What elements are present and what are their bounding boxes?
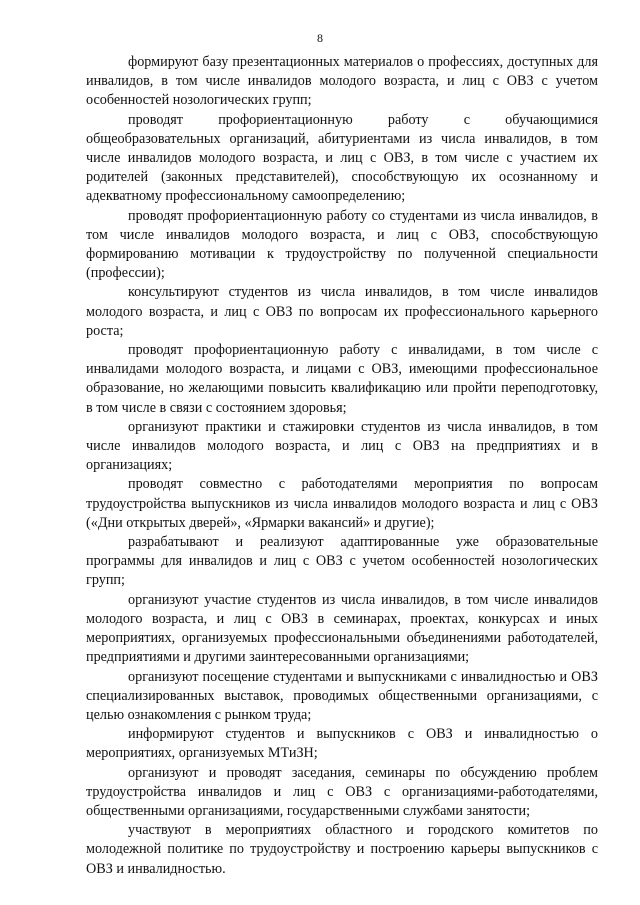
list-item: проводят совместно с работодателями мероприятия по вопросам трудоустройства выпускников из числа инвалидов молодого возраста и лиц с ОВЗ («Дни открытых дверей», «Ярмарки вакансий» и другие); [86,476,598,531]
list-item: формируют базу презентационных материалов о профессиях, доступных для инвалидов, в том числе инвалидов молодого возраста, и лиц с ОВЗ с учетом особенностей нозологических групп; [86,54,598,109]
list-item: организуют участие студентов из числа инвалидов, в том числе инвалидов молодого возраста, и лиц с ОВЗ в семинарах, проектах, конкурсах и иных мероприятиях, организуемых профессиональными объединениями работодателей, предприятиями и другими заинтересованными организациями; [86,591,598,666]
list-item: информируют студентов и выпускников с ОВЗ и инвалидностью о мероприятиях, организуемых МТиЗН; [86,726,598,762]
list-item: организуют практики и стажировки студентов из числа инвалидов, в том числе инвалидов молодого возраста, и лиц с ОВЗ на предприятиях и в организациях; [86,418,598,474]
list-item: организуют посещение студентами и выпускниками с инвалидностью и ОВЗ специализированных выставок, проводимых общественными организациями, с целью ознакомления с рынком труда; [86,668,598,723]
list-item: разрабатывают и реализуют адаптированные уже образовательные программы для инвалидов и лиц с ОВЗ с учетом особенностей нозологических групп; [86,534,598,589]
list-item: участвуют в мероприятиях областного и городского комитетов по молодежной политике по трудоустройству и построению карьеры выпускников с ОВЗ и инвалидностью. [86,822,598,877]
page-number: 8 [317,31,323,45]
list-item: проводят профориентационную работу с обучающимися общеобразовательных организаций, абитуриентами из числа инвалидов, в том числе инвалидов молодого возраста, и лиц с ОВЗ, в том числе с участием их родителей (законных представителей), способствующую их осознанному и адекватному профессиональному самоопределению; [86,111,598,205]
list-item: консультируют студентов из числа инвалидов, в том числе инвалидов молодого возраста, и лиц с ОВЗ по вопросам их профессионального карьерного роста; [86,284,598,339]
list-item: организуют и проводят заседания, семинары по обсуждению проблем трудоустройства инвалидов и лиц с ОВЗ с организациями-работодателями, общественными организациями, государственными службами занятости; [86,764,598,819]
list-item: проводят профориентационную работу с инвалидами, в том числе с инвалидами молодого возраста, и лицами с ОВЗ, имеющими профессиональное образование, но желающими повысить квалификацию или пройти переподготовку, в том числе в связи с состоянием здоровья; [86,342,598,416]
list-item: проводят профориентационную работу со студентами из числа инвалидов, в том числе инвалидов молодого возраста, и лиц с ОВЗ, способствующую формированию мотивации к трудоустройству по полученной специальности (профессии); [86,207,598,282]
document-body [86,53,598,879]
